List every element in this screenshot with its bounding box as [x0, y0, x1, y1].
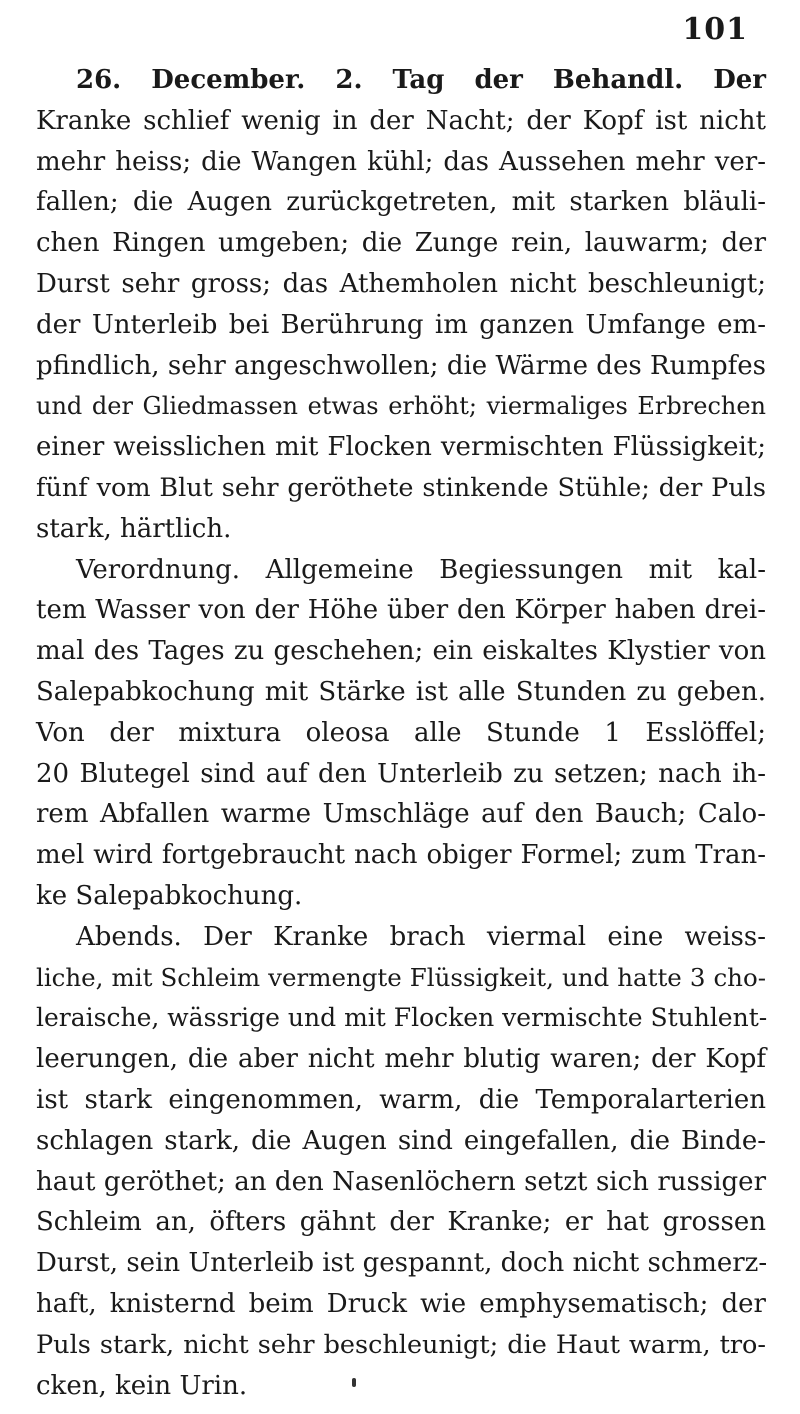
text-line: pfindlich, sehr angeschwollen; die Wärme des Rumpfes — [36, 350, 766, 381]
page-number: 101 — [682, 12, 748, 47]
text-line: stark, härtlich. — [36, 513, 232, 544]
text-line: haft, knisternd beim Druck wie emphysematisch; der — [36, 1288, 766, 1319]
text-line: der Unterleib bei Berührung im ganzen Umfange em- — [36, 309, 766, 340]
text-line: ist stark eingenommen, warm, die Temporalarterien — [36, 1084, 766, 1115]
text-line: 20 Blutegel sind auf den Unterleib zu setzen; nach ih- — [36, 758, 766, 789]
text-line: mal des Tages zu geschehen; ein eiskaltes Klystier von — [36, 636, 766, 667]
text-line: Puls stark, nicht sehr beschleunigt; die Haut warm, tro- — [36, 1329, 766, 1360]
text-line: Kranke schlief wenig in der Nacht; der Kopf ist nicht — [36, 105, 766, 136]
text-line: leerungen, die aber nicht mehr blutig waren; der Kopf — [36, 1044, 766, 1075]
text-line: mehr heiss; die Wangen kühl; das Aussehen mehr ver- — [36, 146, 766, 177]
text-line: Salepabkochung mit Stärke ist alle Stunden zu geben. — [36, 676, 766, 707]
text-line: schlagen stark, die Augen sind eingefallen, die Binde- — [36, 1125, 766, 1156]
text-line: Schleim an, öfters gähnt der Kranke; er hat grossen — [36, 1207, 766, 1238]
text-line: Abends. Der Kranke brach viermal eine weiss- — [76, 921, 766, 952]
text-line: Verordnung. Allgemeine Begiessungen mit kal- — [76, 554, 766, 585]
text-line: cken, kein Urin. — [36, 1370, 248, 1401]
text-body — [36, 60, 766, 1406]
text-line: leraische, wässrige und mit Flocken vermischte Stuhlent- — [36, 1003, 768, 1033]
text-line: liche, mit Schleim vermengte Flüssigkeit, und hatte 3 cho- — [36, 962, 766, 992]
print-speck — [352, 1378, 356, 1387]
text-line: fünf vom Blut sehr geröthete stinkende Stühle; der Puls — [36, 472, 766, 503]
text-line: haut geröthet; an den Nasenlöchern setzt sich russiger — [36, 1166, 766, 1197]
text-line: 26. December. 2. Tag der Behandl. Der — [76, 65, 766, 95]
text-line: einer weisslichen mit Flocken vermischten Flüssigkeit; — [36, 432, 766, 463]
text-line: chen Ringen umgeben; die Zunge rein, lauwarm; der — [36, 228, 766, 259]
text-line: rem Abfallen warme Umschläge auf den Bauch; Calo- — [36, 799, 766, 830]
text-line: fallen; die Augen zurückgetreten, mit starken bläuli- — [36, 187, 766, 218]
text-line: ke Salepabkochung. — [36, 880, 303, 911]
text-line: Durst sehr gross; das Athemholen nicht beschleunigt; — [36, 268, 766, 299]
text-line: tem Wasser von der Höhe über den Körper haben drei- — [36, 595, 766, 626]
text-line: Von der mixtura oleosa alle Stunde 1 Esslöffel; — [36, 717, 766, 748]
text-line: und der Gliedmassen etwas erhöht; viermaliges Erbrechen — [36, 392, 766, 421]
text-line: Durst, sein Unterleib ist gespannt, doch nicht schmerz- — [36, 1248, 768, 1279]
text-line: mel wird fortgebraucht nach obiger Formel; zum Tran- — [36, 840, 766, 871]
